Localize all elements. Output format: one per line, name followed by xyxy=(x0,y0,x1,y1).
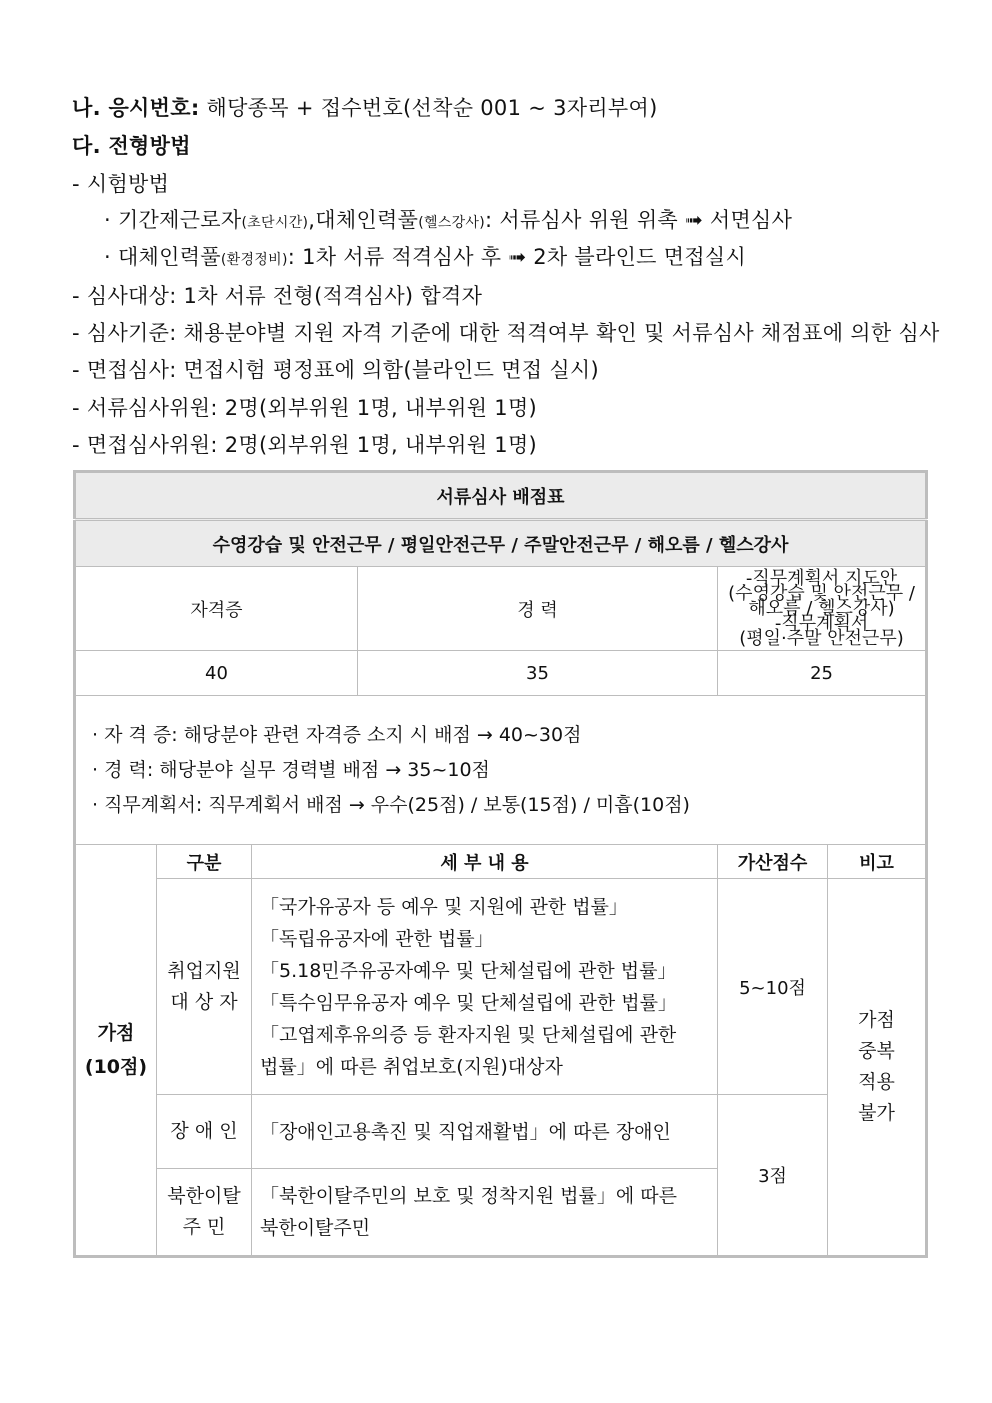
review-criteria-item: - 심사기준: 채용분야별 지원 자격 기준에 대한 적격여부 확인 및 서류심사 채점표에 의한 심사 xyxy=(72,321,940,345)
bonus-category-employment xyxy=(157,879,252,1095)
bonus-score-employment: 5~10점 xyxy=(718,879,828,1095)
scoring-note: · 직무계획서: 직무계획서 배점 → 우수(25점) / 보통(15점) / 미흡(10점) xyxy=(92,793,690,816)
bonus-header-category: 구분 xyxy=(157,845,252,879)
interview-review-item: - 면접심사: 면접시험 평정표에 의함(블라인드 면접 실시) xyxy=(72,358,599,382)
exam-method-1 xyxy=(104,204,792,234)
method1-part: (초단시간) xyxy=(241,215,309,231)
note-line: 중복 xyxy=(858,1040,895,1062)
detail-line: 법률」에 따른 취업보호(지원)대상자 xyxy=(260,1055,563,1078)
col-job-plan-line: (수영강습 및 안전근무 / 해오름 / 헬스강사) xyxy=(728,583,915,619)
scoring-notes xyxy=(75,696,927,845)
col-job-plan-line: (평일·주말 안전근무) xyxy=(739,628,904,649)
detail-line: 「특수임무유공자 예우 및 단체설립에 관한 법률」 xyxy=(260,991,677,1014)
scoring-note: · 자 격 증: 해당분야 관련 자격증 소지 시 배점 → 40~30점 xyxy=(92,723,582,746)
method1-part: ,대체인력풀 xyxy=(308,208,419,232)
method1-part: (헬스강사) xyxy=(418,215,486,231)
bonus-detail-defector xyxy=(252,1169,718,1257)
exam-number-line xyxy=(72,92,658,122)
bonus-score-shared: 3점 xyxy=(718,1095,828,1257)
selection-method-heading: 다. 전형방법 xyxy=(72,134,191,158)
method2-part: · 대체인력풀 xyxy=(104,245,221,269)
method1-part: · 기간제근로자 xyxy=(104,208,242,232)
col-job-plan-line: -직무계획서 지도안 xyxy=(745,568,898,589)
detail-line: 북한이탈주민 xyxy=(260,1217,371,1239)
bonus-header-score: 가산점수 xyxy=(718,845,828,879)
method2-part: (환경정비) xyxy=(220,252,288,268)
bonus-header-note: 비고 xyxy=(828,845,927,879)
col-certificate: 자격증 xyxy=(75,567,358,651)
exam-number-text: 해당종목 + 접수번호(선착순 001 ~ 3자리부여) xyxy=(199,96,658,120)
scoring-note: · 경 력: 해당분야 실무 경력별 배점 → 35~10점 xyxy=(92,758,490,781)
bonus-detail-employment xyxy=(252,879,718,1095)
col-job-plan-line: -직무계획서 xyxy=(774,613,869,634)
certificate-score: 40 xyxy=(75,651,358,696)
review-target-item: - 심사대상: 1차 서류 전형(적격심사) 합격자 xyxy=(72,284,483,308)
detail-line: 「5.18민주유공자예우 및 단체설립에 관한 법률」 xyxy=(260,959,677,982)
category-line: 주 민 xyxy=(182,1216,226,1238)
detail-line: 「국가유공자 등 예우 및 지원에 관한 법률」 xyxy=(260,895,628,918)
exam-number-label: 나. 응시번호: xyxy=(72,96,200,120)
interview-panel-item: - 면접심사위원: 2명(외부위원 1명, 내부위원 1명) xyxy=(72,433,538,457)
document-panel-item: - 서류심사위원: 2명(외부위원 1명, 내부위원 1명) xyxy=(72,396,538,420)
bonus-detail-disabled xyxy=(252,1095,718,1169)
job-plan-score: 25 xyxy=(718,651,927,696)
score-table-fields: 수영강습 및 안전근무 / 평일안전근무 / 주말안전근무 / 해오름 / 헬스강사 xyxy=(75,520,927,567)
exam-method-item: - 시험방법 xyxy=(72,172,170,196)
bonus-label: 가점 xyxy=(97,1022,135,1044)
document-score-table xyxy=(73,470,928,1258)
bonus-label-cell xyxy=(75,845,157,1257)
method1-part: : 서류심사 위원 위촉 ➟ 서면심사 xyxy=(485,208,793,232)
col-job-plan xyxy=(718,567,927,651)
exam-method-2 xyxy=(104,241,746,271)
bonus-category-defector xyxy=(157,1169,252,1257)
note-line: 가점 xyxy=(858,1009,895,1031)
bonus-note xyxy=(828,879,927,1257)
bonus-points: (10점) xyxy=(84,1056,148,1078)
bonus-header-detail: 세 부 내 용 xyxy=(252,845,718,879)
note-line: 불가 xyxy=(858,1102,895,1124)
category-line: 북한이탈 xyxy=(167,1185,241,1207)
score-table-title: 서류심사 배점표 xyxy=(75,472,927,520)
category-line: 취업지원 xyxy=(167,959,241,982)
bonus-category-disabled: 장 애 인 xyxy=(157,1095,252,1169)
detail-line: 「고엽제후유의증 등 환자지원 및 단체설립에 관한 xyxy=(260,1023,677,1046)
category-line: 대 상 자 xyxy=(170,990,238,1013)
detail-line: 「북한이탈주민의 보호 및 정착지원 법률」에 따른 xyxy=(260,1185,677,1207)
method2-part: : 1차 서류 적격심사 후 ➟ 2차 블라인드 면접실시 xyxy=(287,245,747,269)
detail-line: 「장애인고용촉진 및 직업재활법」에 따른 장애인 xyxy=(260,1120,671,1143)
note-line: 적용 xyxy=(858,1071,895,1093)
detail-line: 「독립유공자에 관한 법률」 xyxy=(260,927,494,950)
career-score: 35 xyxy=(358,651,718,696)
col-career: 경 력 xyxy=(358,567,718,651)
